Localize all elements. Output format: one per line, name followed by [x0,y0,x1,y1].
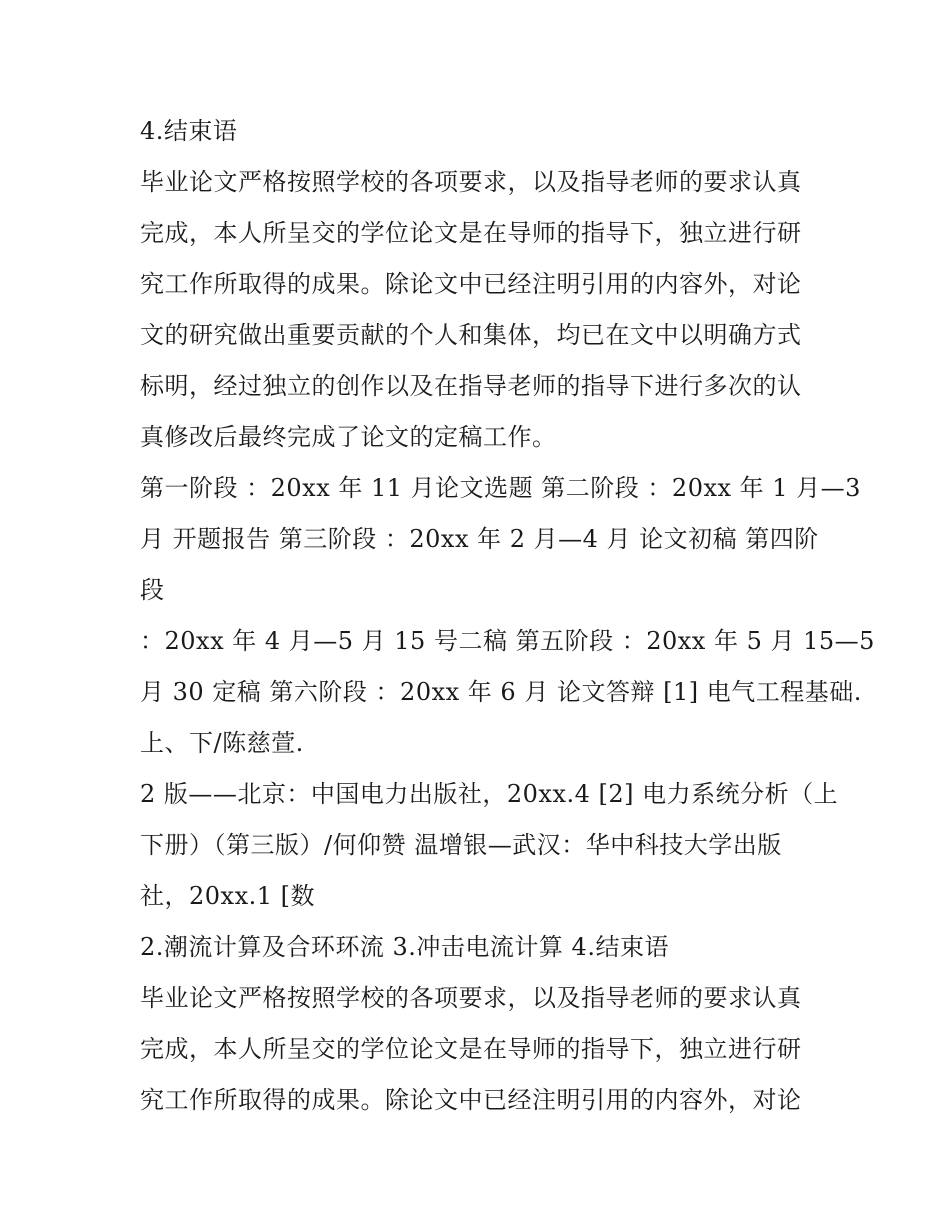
schedule-line: 段 [140,576,165,604]
text-line: 毕业论文严格按照学校的各项要求，以及指导老师的要求认真 [140,168,802,196]
text-line: 完成，本人所呈交的学位论文是在导师的指导下，独立进行研 [140,219,802,247]
text-line: 完成，本人所呈交的学位论文是在导师的指导下，独立进行研 [140,1035,802,1063]
schedule-line: ：20xx 年 4 月—5 月 15 号二稿 第五阶段 ：20xx 年 5 月 15—5 [140,627,875,655]
reference-line: 下册）（第三版）/何仰赞 温增银—武汉：华中科技大学出版 [140,831,782,859]
reference-line: 2 版——北京：中国电力出版社，20xx.4 [2] 电力系统分析（上 [140,780,839,808]
section-list-line: 2.潮流计算及合环环流 3.冲击电流计算 4.结束语 [140,933,669,961]
reference-line: 上、下/陈慈萱. [140,729,304,757]
reference-line: 社，20xx.1 [数 [140,882,315,910]
document-body [140,106,875,1126]
schedule-line: 月 30 定稿 第六阶段 ：20xx 年 6 月 论文答辩 [1] 电气工程基础. [140,678,862,706]
text-line: 文的研究做出重要贡献的个人和集体，均已在文中以明确方式 [140,321,802,349]
text-line: 究工作所取得的成果。除论文中已经注明引用的内容外，对论 [140,270,802,298]
text-line: 究工作所取得的成果。除论文中已经注明引用的内容外，对论 [140,1086,802,1114]
schedule-line: 第一阶段 ：20xx 年 11 月论文选题 第二阶段 ：20xx 年 1 月—3 [140,474,861,502]
heading-conclusion: 4.结束语 [140,117,238,145]
schedule-line: 月 开题报告 第三阶段 ：20xx 年 2 月—4 月 论文初稿 第四阶 [140,525,819,553]
text-line: 毕业论文严格按照学校的各项要求，以及指导老师的要求认真 [140,984,802,1012]
text-line: 标明，经过独立的创作以及在指导老师的指导下进行多次的认 [140,372,802,400]
text-line: 真修改后最终完成了论文的定稿工作。 [140,423,557,451]
